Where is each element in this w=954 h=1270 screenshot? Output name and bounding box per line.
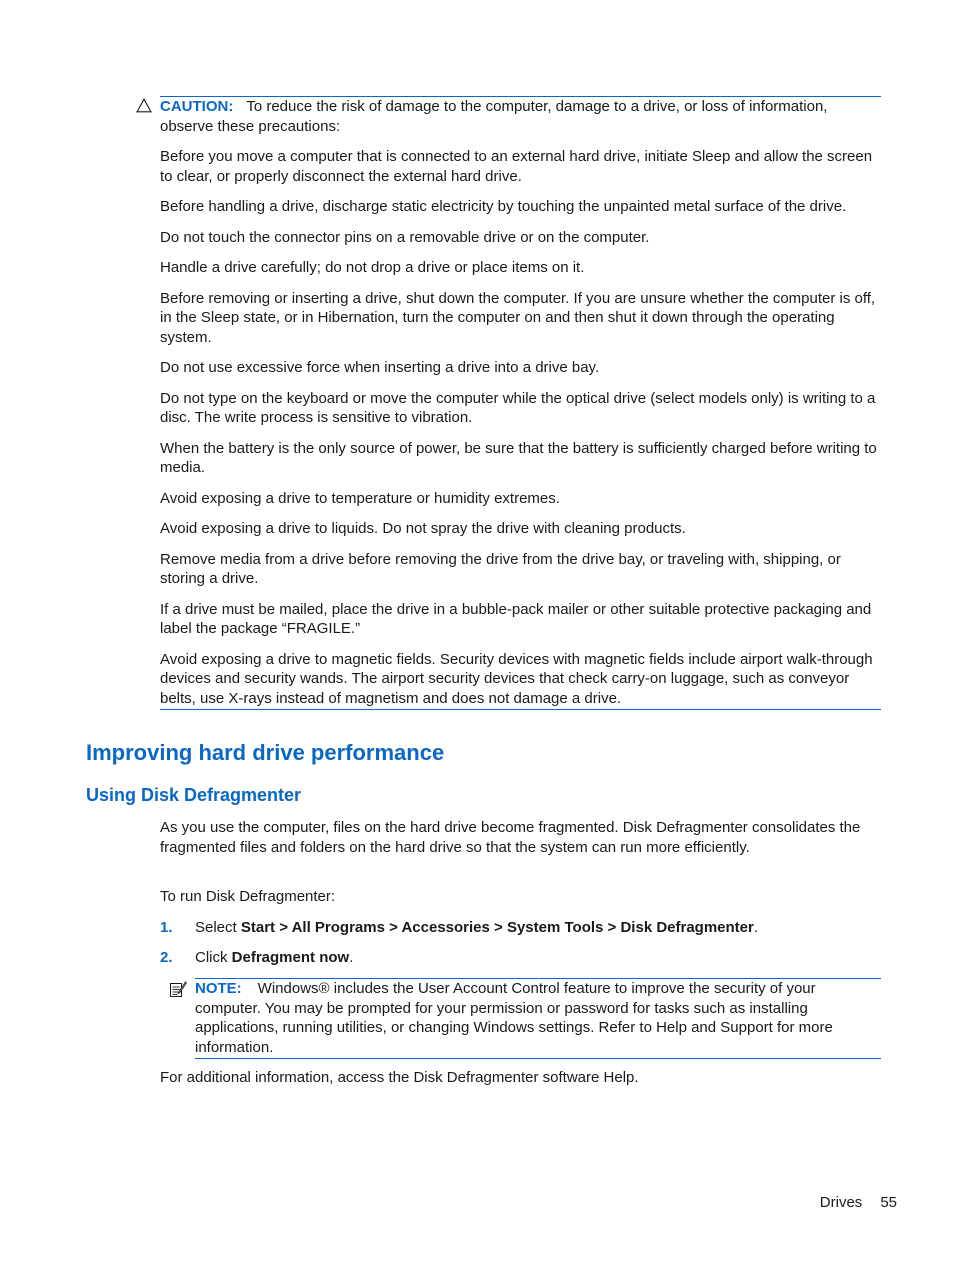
footer-section-name: Drives <box>819 1194 863 1211</box>
precaution-item: Before you move a computer that is connected to an external hard drive, initiate Sleep and allow the screen to clear, or properly disconnect the external hard drive. <box>160 148 873 185</box>
note-text-block <box>195 979 881 1057</box>
precaution-item: Do not use excessive force when inserting a drive into a drive bay. <box>160 359 600 376</box>
step-suffix: . <box>753 919 759 936</box>
section-title: Improving hard drive performance <box>86 740 445 765</box>
caution-triangle-icon <box>136 98 152 113</box>
caution-label: CAUTION: <box>160 98 234 115</box>
step-prefix: Select <box>195 919 241 936</box>
precaution-item: Remove media from a drive before removing the drive from the drive bay, or traveling with, shipping, or storing a drive. <box>160 550 841 587</box>
caution-block <box>160 96 881 710</box>
caution-intro-text: To reduce the risk of damage to the computer, damage to a drive, or loss of information, observe these precautions: <box>160 98 828 135</box>
precaution-item: Before removing or inserting a drive, shut down the computer. If you are unsure whether the computer is off, in the Sleep state, or in Hibernation, turn the computer on and then shut it down through the operating system. <box>160 289 876 346</box>
step-prefix: Click <box>195 949 232 966</box>
step-text <box>195 948 353 968</box>
page-footer <box>820 1193 897 1212</box>
section-intro: As you use the computer, files on the hard drive become fragmented. Disk Defragmenter consolidates the fragmented files and folders on the hard drive so that the system can run more efficiently. <box>160 819 861 856</box>
precaution-item: Do not touch the connector pins on a removable drive or on the computer. <box>160 228 650 246</box>
step-menu-path: Start > All Programs > Accessories > System Tools > Disk Defragmenter <box>240 919 754 936</box>
step-number: 1. <box>160 919 173 936</box>
precaution-item: Avoid exposing a drive to liquids. Do not spray the drive with cleaning products. <box>160 520 686 537</box>
run-label: To run Disk Defragmenter: <box>160 888 336 905</box>
caution-intro <box>160 97 881 136</box>
precaution-item: If a drive must be mailed, place the drive in a bubble-pack mailer or other suitable protective packaging and label the package “FRAGILE.” <box>160 600 872 637</box>
note-pad-icon <box>169 981 187 998</box>
step-text <box>195 918 758 938</box>
note-text: Windows® includes the User Account Control feature to improve the security of your computer. You may be prompted for your permission or password for tasks such as installing applications, running utilities, or changing Windows settings. Refer to Help and Support for more information. <box>195 980 833 1056</box>
page-number: 55 <box>880 1194 897 1211</box>
step-suffix: . <box>349 949 354 966</box>
step-number: 2. <box>160 949 173 966</box>
step-button-name: Defragment now <box>231 949 350 966</box>
precaution-item: Handle a drive carefully; do not drop a drive or place items on it. <box>160 259 585 276</box>
section-subtitle: Using Disk Defragmenter <box>86 785 302 805</box>
precaution-item: Do not type on the keyboard or move the computer while the optical drive (select models only) is writing to a disc. The write process is sensitive to vibration. <box>160 389 876 426</box>
note-label: NOTE: <box>195 980 242 997</box>
precaution-item: Before handling a drive, discharge static electricity by touching the unpainted metal surface of the drive. <box>160 198 847 215</box>
precaution-item: When the battery is the only source of power, be sure that the battery is sufficiently charged before writing to media. <box>160 439 877 476</box>
note-block <box>195 978 881 1059</box>
precaution-item: Avoid exposing a drive to magnetic fields. Security devices with magnetic fields include airport walk-through devices and security wands. The airport security devices that check carry-on luggage, such as conveyor belts, use X-rays instead of magnetism and does not damage a drive. <box>160 650 873 707</box>
closing-text: For additional information, access the Disk Defragmenter software Help. <box>160 1069 639 1086</box>
precaution-item: Avoid exposing a drive to temperature or humidity extremes. <box>160 489 560 507</box>
